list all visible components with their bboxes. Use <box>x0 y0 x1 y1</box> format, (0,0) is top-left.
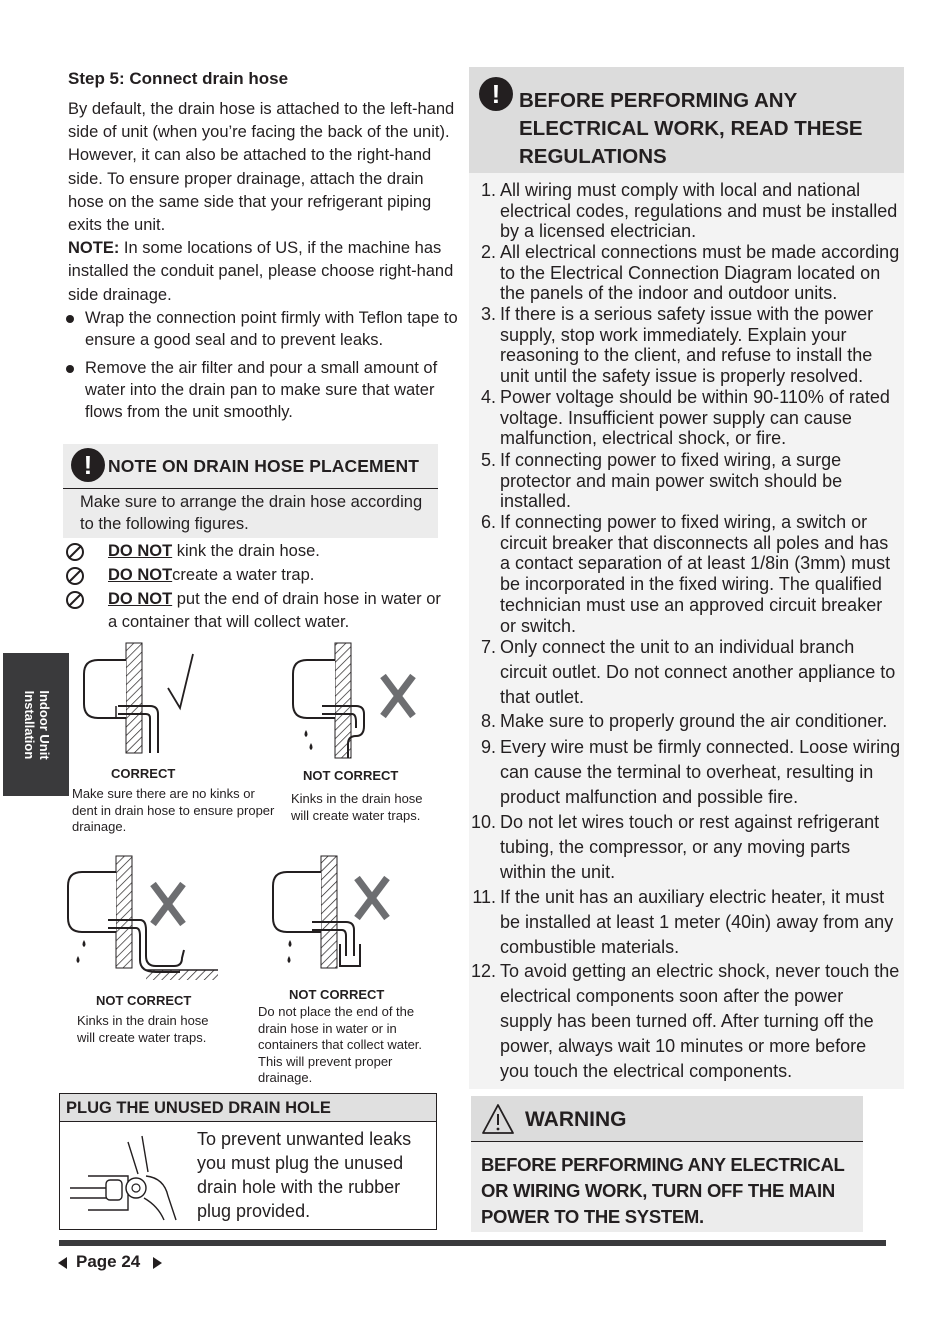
warning-header <box>471 1096 863 1142</box>
side-tab-line2: Installation <box>22 690 37 760</box>
step-title: Step 5: Connect drain hose <box>68 69 289 88</box>
triangle-left-icon[interactable] <box>58 1257 67 1269</box>
plug-drain-hole-box <box>59 1093 437 1230</box>
regulation-item: 12. To avoid getting an electric shock, never touch the electrical components soon after the power supply has been turned off. After turning off the power, always wait 10 minutes or more before you touch the electrical components. <box>470 961 900 1081</box>
intro-text: By default, the drain hose is attached to the left-hand side of unit (when you’re facing the back of the unit). However, it can also be attached to the right-hand side. To ensure proper drainage, attach the drain hose on the same side that your refrigerant piping exits the unit. <box>68 100 455 235</box>
bullet-text: Remove the air filter and pour a small amount of water into the drain pan to make sure that water flows from the unit smoothly. <box>85 359 438 421</box>
bullet-dot-icon <box>66 315 74 323</box>
plug-text: To prevent unwanted leaks you must plug the unused drain hole with the rubber plug provided. <box>197 1129 412 1221</box>
figure-label: NOT CORRECT <box>96 993 192 1008</box>
do-not-text: kink the drain hose. <box>172 542 320 560</box>
regulation-item: 4. Power voltage should be within 90-110% of rated voltage. Insufficient power supply can cause malfunction, electrical shock, or fire. <box>480 387 890 449</box>
intro-paragraph <box>68 98 456 307</box>
exclamation-circle-icon: ! <box>71 448 105 482</box>
regulation-item: 8. Make sure to properly ground the air conditioner. <box>480 711 888 731</box>
bullet-item <box>66 357 458 423</box>
bullet-dot-icon <box>66 365 74 373</box>
figure-caption: Make sure there are no kinks or dent in drain hose to ensure proper drainage. <box>72 786 275 834</box>
side-tab-line1: Indoor Unit <box>37 690 52 760</box>
warning-box <box>471 1096 863 1232</box>
warning-text: BEFORE PERFORMING ANY ELECTRICAL OR WIRING WORK, TURN OFF THE MAIN POWER TO THE SYSTEM. <box>481 1154 845 1227</box>
triangle-right-icon[interactable] <box>153 1257 162 1269</box>
figure-label: CORRECT <box>111 766 176 781</box>
regulation-item: 3. If there is a serious safety issue with the power supply, stop work immediately. Explain your reasoning to the client, and refuse to install the unit until the safety issue is properly resolved. <box>480 304 874 387</box>
bullet-item <box>66 307 458 351</box>
note-label: NOTE: <box>68 239 120 258</box>
plug-illustration <box>68 1132 188 1222</box>
do-not-text: create a water trap. <box>172 566 315 584</box>
note-text: In some locations of US, if the machine has installed the conduit panel, please choose right-hand side drainage. <box>68 239 454 304</box>
figure-not-correct-kink <box>293 643 413 758</box>
figure-caption: Kinks in the drain hose will create water traps. <box>77 1013 209 1045</box>
figure-caption: Kinks in the drain hose will create water traps. <box>291 791 423 823</box>
figure-not-correct-water <box>273 856 387 968</box>
do-not-item <box>66 588 446 634</box>
figure-not-correct-trap <box>68 856 218 980</box>
regulations-header <box>469 67 904 173</box>
drain-hose-note-box <box>63 444 438 538</box>
figure-caption: Do not place the end of the drain hose in water or in containers that collect water. This will prevent proper drainage. <box>258 1004 423 1085</box>
exclamation-circle-icon: ! <box>479 77 513 111</box>
do-not-item <box>66 564 446 587</box>
do-not-text: put the end of drain hose in water or a container that will collect water. <box>108 590 441 631</box>
side-tab-label <box>22 690 52 759</box>
regulation-item: 1. All wiring must comply with local and national electrical codes, regulations and must be installed by a licensed electrician. <box>480 180 898 242</box>
do-not-item <box>66 540 446 563</box>
plug-header <box>60 1094 436 1122</box>
bullet-text: Wrap the connection point firmly with Teflon tape to ensure a good seal and to prevent leaks. <box>85 309 458 349</box>
regulation-item: 5. If connecting power to fixed wiring, a surge protector and main power switch should be installed. <box>480 450 843 512</box>
section-side-tab <box>3 653 69 796</box>
regulation-item: 7. Only connect the unit to an individual branch circuit outlet. Do not connect another appliance to that outlet. <box>480 637 896 707</box>
do-not-strong: DO NOT <box>108 566 173 584</box>
do-not-strong: DO NOT <box>108 542 173 560</box>
figure-label: NOT CORRECT <box>289 987 385 1002</box>
regulation-item: 11. If the unit has an auxiliary electric heater, it must be installed at least 1 meter (40in) away from any combustible materials. <box>472 887 894 957</box>
footer-divider <box>59 1240 886 1246</box>
prohibited-icon <box>66 591 84 609</box>
note-title: NOTE ON DRAIN HOSE PLACEMENT <box>108 456 420 476</box>
regulations-title: BEFORE PERFORMING ANY ELECTRICAL WORK, READ THESE REGULATIONS <box>519 89 863 168</box>
warning-triangle-icon <box>481 1103 515 1135</box>
prohibited-icon <box>66 543 84 561</box>
do-not-strong: DO NOT <box>108 590 173 608</box>
note-body: Make sure to arrange the drain hose according to the following figures. <box>80 493 423 533</box>
plug-title: PLUG THE UNUSED DRAIN HOLE <box>66 1099 331 1117</box>
figure-label: NOT CORRECT <box>303 768 399 783</box>
page-number: Page 24 <box>76 1252 141 1271</box>
regulation-item: 9. Every wire must be firmly connected. Loose wiring can cause the terminal to overheat, resulting in product malfunction and possible fire. <box>480 737 901 807</box>
regulation-item: 6. If connecting power to fixed wiring, a switch or circuit breaker that disconnects all poles and has a contact separation of at least 1/8in (3mm) must be incorporated in the fixed wiring. The qualified technician must use an approved circuit breaker or switch. <box>480 512 891 636</box>
note-header <box>63 444 438 489</box>
regulation-item: 10. Do not let wires touch or rest against refrigerant tubing, the compressor, or any moving parts within the unit. <box>470 812 880 882</box>
regulation-item: 2. All electrical connections must be made according to the Electrical Connection Diagram located on the panels of the indoor and outdoor units. <box>480 242 900 304</box>
warning-title: WARNING <box>525 1108 627 1131</box>
prohibited-icon <box>66 567 84 585</box>
figure-correct <box>84 643 193 753</box>
